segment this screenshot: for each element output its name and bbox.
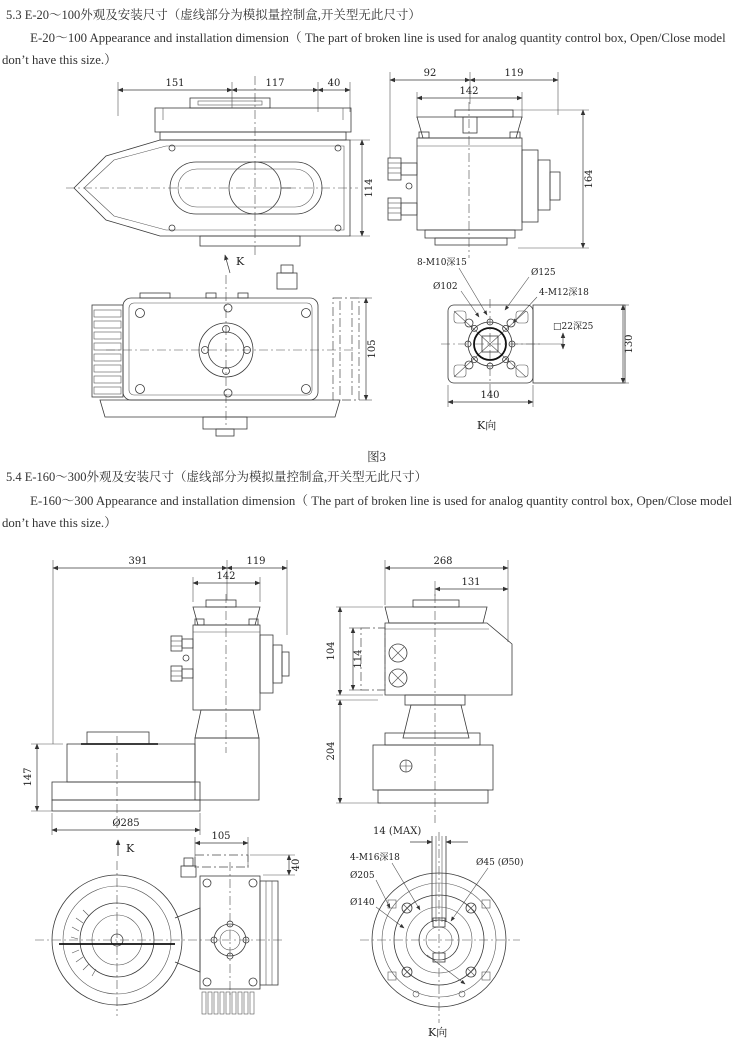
dim-268: 268 <box>433 556 453 567</box>
fig3-flange-view-drawing <box>413 253 648 441</box>
dim-147: 147 <box>23 767 34 787</box>
fig4-gear-view-drawing <box>23 826 325 1041</box>
corner-bolts <box>136 304 311 397</box>
label-d45: Ø45 (Ø50) <box>476 858 524 868</box>
fig3-side-view-drawing <box>378 58 623 263</box>
fig4-left-dims <box>53 560 287 744</box>
label-d205: Ø205 <box>350 871 375 881</box>
section-5-3-heading: 5.3 E-20～100外观及安装尺寸（虚线部分为模拟量控制盒,开关型无此尺寸） <box>6 8 421 22</box>
dim-142: 142 <box>459 86 479 97</box>
fig4-left-view-drawing <box>23 538 323 860</box>
dim-130: 130 <box>624 334 635 354</box>
section-5-3-body: E-20～100 Appearance and installation dimension（ The part of broken line is used for analog quantity control box, Open/Close model don’t have this size.） <box>2 31 726 68</box>
dim-114: 114 <box>353 649 364 669</box>
heat-sink-fins <box>202 992 254 1014</box>
section-5-4-heading: 5.4 E-160～300外观及安装尺寸（虚线部分为模拟量控制盒,开关型无此尺寸） <box>6 470 428 484</box>
analog-box-broken-line <box>195 855 248 867</box>
fig4-gear-box <box>181 858 278 1014</box>
dim-131: 131 <box>461 577 481 588</box>
dim-40: 40 <box>327 78 341 89</box>
dim-119: 119 <box>246 556 266 567</box>
fig4-right-dims <box>336 560 508 803</box>
dim-391: 391 <box>128 556 148 567</box>
fig3-top-view-drawing <box>48 68 383 263</box>
cable-glands <box>388 158 417 220</box>
label-4-m12: 4-M12深18 <box>539 288 589 298</box>
fig3-side-dim-lines <box>390 72 589 248</box>
fig3-side-body <box>388 102 560 258</box>
fig4-left-gearbox <box>52 710 259 828</box>
analog-box-broken-line <box>333 298 359 400</box>
dim-142: 142 <box>216 571 236 582</box>
fig4-gear-dims <box>195 837 295 875</box>
fig3-flange-body <box>441 299 625 393</box>
dim-117: 117 <box>265 78 285 89</box>
dim-104: 104 <box>326 641 337 661</box>
conduit-entry <box>181 866 196 877</box>
dim-119: 119 <box>504 68 524 79</box>
label-d140: Ø140 <box>350 898 375 908</box>
dim-151: 151 <box>165 78 185 89</box>
dim-105: 105 <box>367 339 378 359</box>
fig4-right-body <box>361 594 512 823</box>
label-14-max: 14 (MAX) <box>373 826 422 837</box>
dim-40: 40 <box>291 858 302 872</box>
conduit-entry <box>277 273 297 289</box>
k-direction-label: K向 <box>477 419 497 432</box>
label-d125: Ø125 <box>531 268 556 278</box>
k-label: K <box>236 255 245 268</box>
k-label: K <box>126 842 135 855</box>
fig3-front-body <box>92 265 359 436</box>
fig3-front-view-drawing <box>78 243 383 445</box>
label-d102: Ø102 <box>433 282 458 292</box>
fig4-flange-view-drawing <box>348 818 630 1041</box>
fig3-top-body <box>66 76 358 258</box>
dim-d285: Ø285 <box>112 818 140 829</box>
label-8-m10: 8-M10深15 <box>417 258 467 268</box>
label-4-m16: 4-M16深18 <box>350 853 400 863</box>
dim-140: 140 <box>480 390 500 401</box>
dim-204: 204 <box>326 741 337 761</box>
section-5-4-body: E-160～300 Appearance and installation dimension（ The part of broken line is used for analog quantity control box, Open/Close model don’t have this size.） <box>2 494 733 531</box>
fig4-left-motor <box>171 594 289 753</box>
k-direction-arrow <box>225 255 230 273</box>
label-square-22: □22深25 <box>553 322 594 332</box>
dim-105: 105 <box>211 831 231 842</box>
k-direction-label: K向 <box>428 1026 448 1039</box>
fig4-right-view-drawing <box>323 538 630 830</box>
analog-box-broken-line <box>361 628 385 690</box>
dim-164: 164 <box>584 169 595 189</box>
figure3-caption: 图3 <box>367 450 386 464</box>
heat-sink-fins <box>92 305 123 397</box>
dim-92: 92 <box>423 68 437 79</box>
dim-114: 114 <box>364 178 375 198</box>
